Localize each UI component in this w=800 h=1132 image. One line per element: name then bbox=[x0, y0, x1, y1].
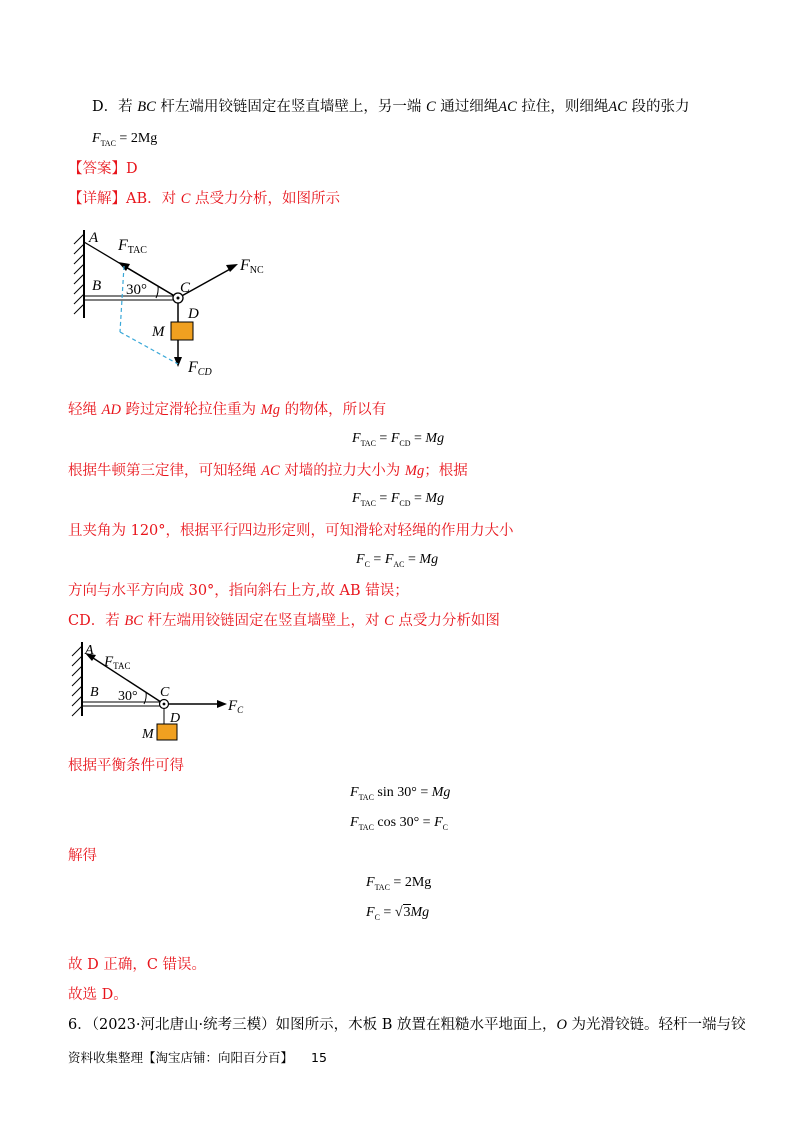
label-m: M bbox=[142, 727, 154, 742]
label-fcd: FCD bbox=[188, 359, 212, 378]
equation-6: $F_{TAC} = 2Mg$ bbox=[366, 875, 432, 892]
label-d: D bbox=[170, 711, 181, 726]
equation-3: $F_C = F_{AC} = Mg$ bbox=[356, 552, 439, 569]
paragraph-rope-ad: 轻绳 AD 跨过定滑轮拉住重为 Mg 的物体，所以有 bbox=[68, 402, 387, 418]
force-diagram-2 bbox=[60, 636, 260, 746]
label-c: C bbox=[160, 685, 170, 700]
block-m bbox=[157, 724, 177, 740]
block-m bbox=[171, 322, 193, 340]
paragraph-final-choice: 故选 D。 bbox=[68, 987, 128, 1003]
force-vector-fc bbox=[164, 700, 227, 708]
wall bbox=[74, 230, 84, 318]
label-fc: $F_C$ bbox=[228, 698, 244, 715]
answer-line: 【答案】D bbox=[68, 161, 138, 177]
label-c: C bbox=[180, 280, 191, 296]
label-a: A bbox=[89, 230, 99, 246]
paragraph-direction: 方向与水平方向成 30°，指向斜右上方,故 AB 错误； bbox=[68, 583, 409, 599]
label-b: B bbox=[92, 278, 102, 294]
label-b: B bbox=[90, 685, 99, 700]
paragraph-parallelogram: 且夹角为 120°，根据平行四边形定则，可知滑轮对轻绳的作用力大小 bbox=[68, 523, 514, 539]
paragraph-conclusion: 故 D 正确，C 错误。 bbox=[68, 957, 207, 973]
label-ftac: FTAC bbox=[118, 237, 147, 256]
label-m: M bbox=[152, 324, 165, 340]
question-6-text: 6．（2023·河北唐山·统考三模）如图所示，木板 B 放置在粗糙水平地面上，O 为光滑铰链。轻杆一端与铰 bbox=[68, 1017, 746, 1033]
footer-text: 资料收集整理【淘宝店铺：向阳百分百】 bbox=[68, 1050, 294, 1065]
page-footer bbox=[68, 1048, 327, 1066]
option-d-text: D．若 BC 杆左端用铰链固定在竖直墙壁上，另一端 C 通过细绳AC 拉住，则细绳AC 段的张力 bbox=[92, 99, 690, 115]
label-a: A bbox=[85, 643, 94, 658]
label-angle: 30° bbox=[118, 689, 138, 704]
equation-5: $F_{TAC}$ $\cos 30^\circ = F_C$ bbox=[350, 815, 448, 832]
equation-4: $F_{TAC}$ sin 30° = Mg bbox=[350, 785, 451, 802]
label-ftac: $F_{TAC}$ bbox=[104, 654, 131, 671]
label-d: D bbox=[188, 306, 199, 322]
paragraph-equilibrium: 根据平衡条件可得 bbox=[68, 758, 184, 774]
option-d-equation: $F_{TAC} = 2Mg$ bbox=[92, 131, 158, 148]
paragraph-solve: 解得 bbox=[68, 848, 97, 864]
force-diagram-1 bbox=[60, 218, 300, 388]
detail-line: 【详解】AB．对 C 点受力分析，如图所示 bbox=[68, 191, 341, 207]
equation-2: $F_{TAC} = F_{CD} = Mg$ bbox=[352, 491, 445, 508]
label-fnc: FNC bbox=[240, 257, 264, 276]
paragraph-newton: 根据牛顿第三定律，可知轻绳 AC 对墙的拉力大小为 Mg；根据 bbox=[68, 463, 468, 479]
paragraph-cd: CD．若 BC 杆左端用铰链固定在竖直墙壁上，对 C 点受力分析如图 bbox=[68, 613, 500, 629]
wall bbox=[72, 642, 82, 716]
equation-7: $F_C = √3Mg$ bbox=[366, 905, 430, 922]
label-angle: 30° bbox=[126, 282, 147, 298]
page-number: 15 bbox=[311, 1050, 327, 1065]
equation-1: $F_{TAC} = F_{CD} = Mg$ bbox=[352, 431, 445, 448]
